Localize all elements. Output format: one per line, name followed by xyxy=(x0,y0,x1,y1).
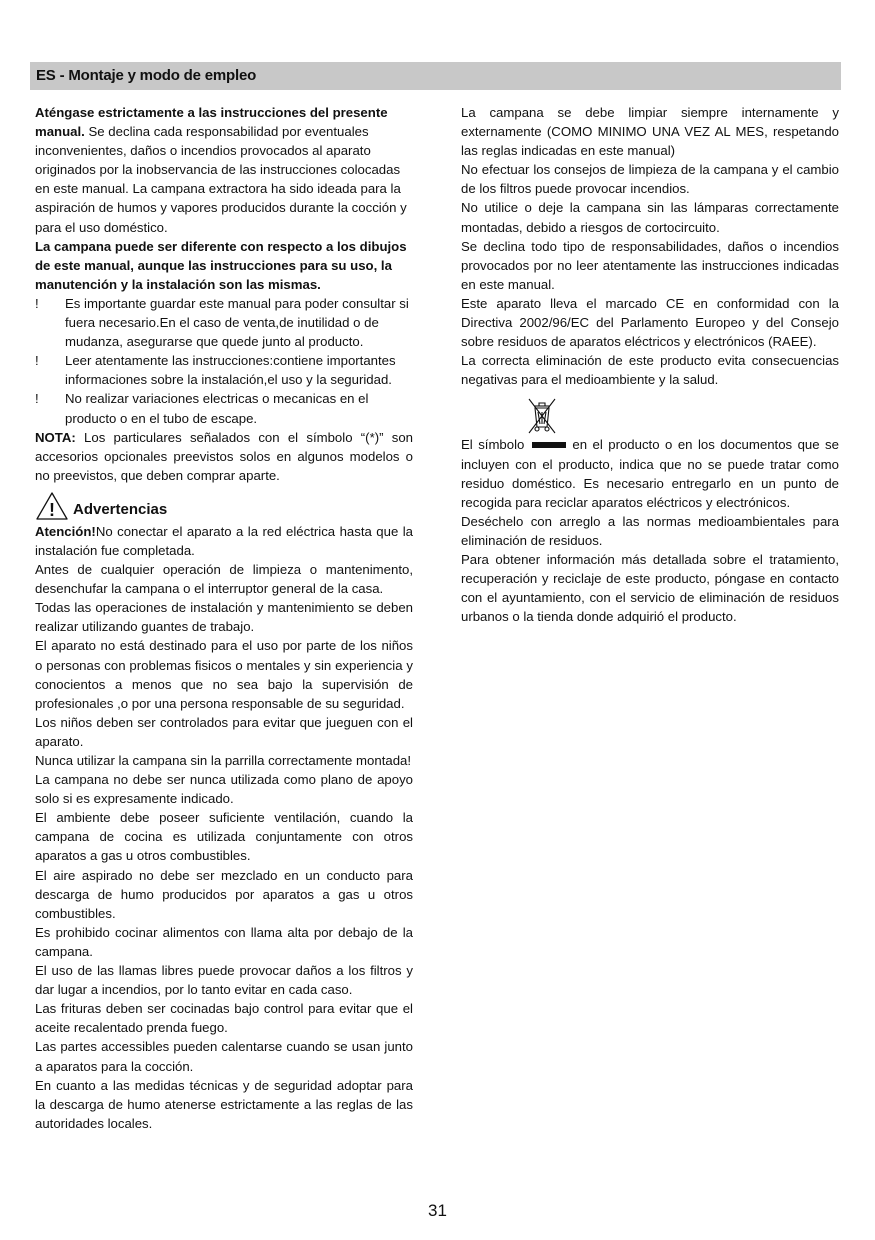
warning-paragraph: Nunca utilizar la campana sin la parrilla correctamente montada! xyxy=(35,753,412,768)
simbolo-paragraph xyxy=(461,435,839,511)
warning-paragraph: La campana no debe ser nunca utilizada como plano de apoyo solo si es expresamente indicado. xyxy=(35,772,413,807)
bullet-item xyxy=(35,294,413,351)
right-paragraph: La campana se debe limpiar siempre internamente y externamente (COMO MINIMO UNA VEZ AL MES, respetando las reglas indicadas en este manual) xyxy=(461,105,839,159)
warning-paragraph: Las frituras deben ser cocinadas bajo control para evitar que el aceite recalentado prenda fuego. xyxy=(35,1001,413,1036)
warning-paragraph: Los niños deben ser controlados para evitar que jueguen con el aparato. xyxy=(35,714,413,749)
right-paragraph: Se declina todo tipo de responsabilidades, daños o incendios provocados por no leer atentamente las instrucciones indicadas en este manual. xyxy=(461,238,839,292)
simbolo-pre: El símbolo xyxy=(461,437,525,453)
nota-label: NOTA: xyxy=(35,429,76,445)
bullet-text: Es importante guardar este manual para poder consultar si fuera necesario.En el caso de venta,de inutilidad o de mudanza, asegurarse que quede junto al producto. xyxy=(65,295,409,350)
warning-paragraph: El uso de las llamas libres puede provocar daños a los filtros y dar lugar a incendios, por lo tanto evitar en cada caso. xyxy=(35,963,413,998)
warning-icon-glyph: ! xyxy=(49,499,55,520)
bullet-item xyxy=(35,389,413,427)
weee-symbol xyxy=(461,397,839,435)
page-number: 31 xyxy=(428,1201,447,1220)
section-header-bar xyxy=(30,62,841,90)
warnings-heading xyxy=(35,491,413,522)
right-paragraph: La correcta eliminación de este producto evita consecuencias negativas para el medioambiente y la salud. xyxy=(461,353,839,388)
atencion-paragraph xyxy=(35,522,413,560)
warning-paragraph: En cuanto a las medidas técnicas y de seguridad adoptar para la descarga de humo atenerse estrictamente a las reglas de las autoridades locales. xyxy=(35,1077,413,1131)
bullet-item xyxy=(35,351,413,389)
difference-note: La campana puede ser diferente con respecto a los dibujos de este manual, aunque las instrucciones para su uso, la manutención y la instalación son las mismas. xyxy=(35,238,407,292)
right-paragraph: Deséchelo con arreglo a las normas medioambientales para eliminación de residuos. xyxy=(461,513,839,548)
atencion-label: Atención! xyxy=(35,523,96,539)
weee-bar-icon xyxy=(532,442,566,448)
bullet-text: Leer atentamente las instrucciones:contiene importantes informaciones sobre la instalación,el uso y la seguridad. xyxy=(65,353,396,388)
warning-paragraph: Antes de cualquier operación de limpieza o mantenimento, desenchufar la campana o el interruptor general de la casa. xyxy=(35,562,413,597)
warning-paragraph: Todas las operaciones de instalación y mantenimiento se deben realizar utilizando guantes de trabajo. xyxy=(35,600,413,635)
warning-paragraph: Las partes accessibles pueden calentarse cuando se usan junto a aparatos para la cocción. xyxy=(35,1039,413,1074)
intro-text: Se declina cada responsabilidad por eventuales inconvenientes, daños o incendios provocados al aparato originados por la inobservancia de las instrucciones colocadas en este manual. La campana extractora ha sido ideada para la aspiración de humos y vapores producidos durante la cocción y para el uso doméstico. xyxy=(35,124,407,235)
section-title: ES - Montaje y modo de empleo xyxy=(36,67,257,84)
intro-paragraph xyxy=(35,103,413,237)
warning-paragraph: El aparato no está destinado para el uso por parte de los niños o personas con problemas fisicos o mentales y sin experiencia y conocientos a menos que no sea bajo la supervisión de profesionales ,o por una persona responsable de su seguridad. xyxy=(35,638,413,711)
warning-paragraph: Es prohibido cocinar alimentos con llama alta por debajo de la campana. xyxy=(35,924,413,959)
warning-paragraph: El ambiente debe poseer suficiente ventilación, cuando la campana de cocina es utilizada conjuntamente con otros aparatos a gas u otros combustibles. xyxy=(35,810,413,864)
nota-text: Los particulares señalados con el símbolo “(*)” son accesorios opcionales preevistos solos en algunos modelos o no preevistos, que deben comprar aparte. xyxy=(35,429,413,483)
bullet-text: No realizar variaciones electricas o mecanicas en el producto o en el tubo de escape. xyxy=(65,391,369,426)
nota-paragraph xyxy=(35,428,413,485)
simbolo-post: en el producto o en los documentos que se incluyen con el producto, indica que no se puede tratar como residuo doméstico. Es necesario entregarlo en un punto de recogida para reciclar aparatos eléctricos y electrónicos. xyxy=(461,437,839,510)
warnings-title: Advertencias xyxy=(73,500,168,518)
left-column xyxy=(35,103,413,1133)
intro-bold: Aténgase estrictamente a las instrucciones del presente manual. xyxy=(35,105,388,140)
right-paragraph: Para obtener información más detallada sobre el tratamiento, recuperación y reciclaje de este producto, póngase en contacto con el ayuntamiento, con el servicio de eliminación de residuos urbanos o la tienda donde adquirió el producto. xyxy=(461,551,839,625)
right-paragraph: No utilice o deje la campana sin las lámparas correctamente montadas, debido a riesgos de cortocircuito. xyxy=(461,200,839,235)
right-column xyxy=(461,103,839,626)
atencion-text: No conectar el aparato a la red eléctrica hasta que la instalación fue completada. xyxy=(35,523,413,558)
right-paragraph: No efectuar los consejos de limpieza de la campana y el cambio de los filtros puede provocar incendios. xyxy=(461,162,839,197)
crossed-bin-icon xyxy=(527,397,557,435)
bullet-mark: ! xyxy=(35,295,39,311)
bullet-mark: ! xyxy=(35,391,39,407)
bullet-mark: ! xyxy=(35,353,39,369)
right-paragraph: Este aparato lleva el marcado CE en conformidad con la Directiva 2002/96/EC del Parlamento Europeo y del Consejo sobre residuos de aparatos eléctricos y electrónicos (RAEE). xyxy=(461,295,839,350)
warning-paragraph: El aire aspirado no debe ser mezclado en un conducto para descarga de humo producidos por aparatos a gas u otros combustibles. xyxy=(35,867,413,921)
warning-triangle-icon xyxy=(35,491,69,521)
